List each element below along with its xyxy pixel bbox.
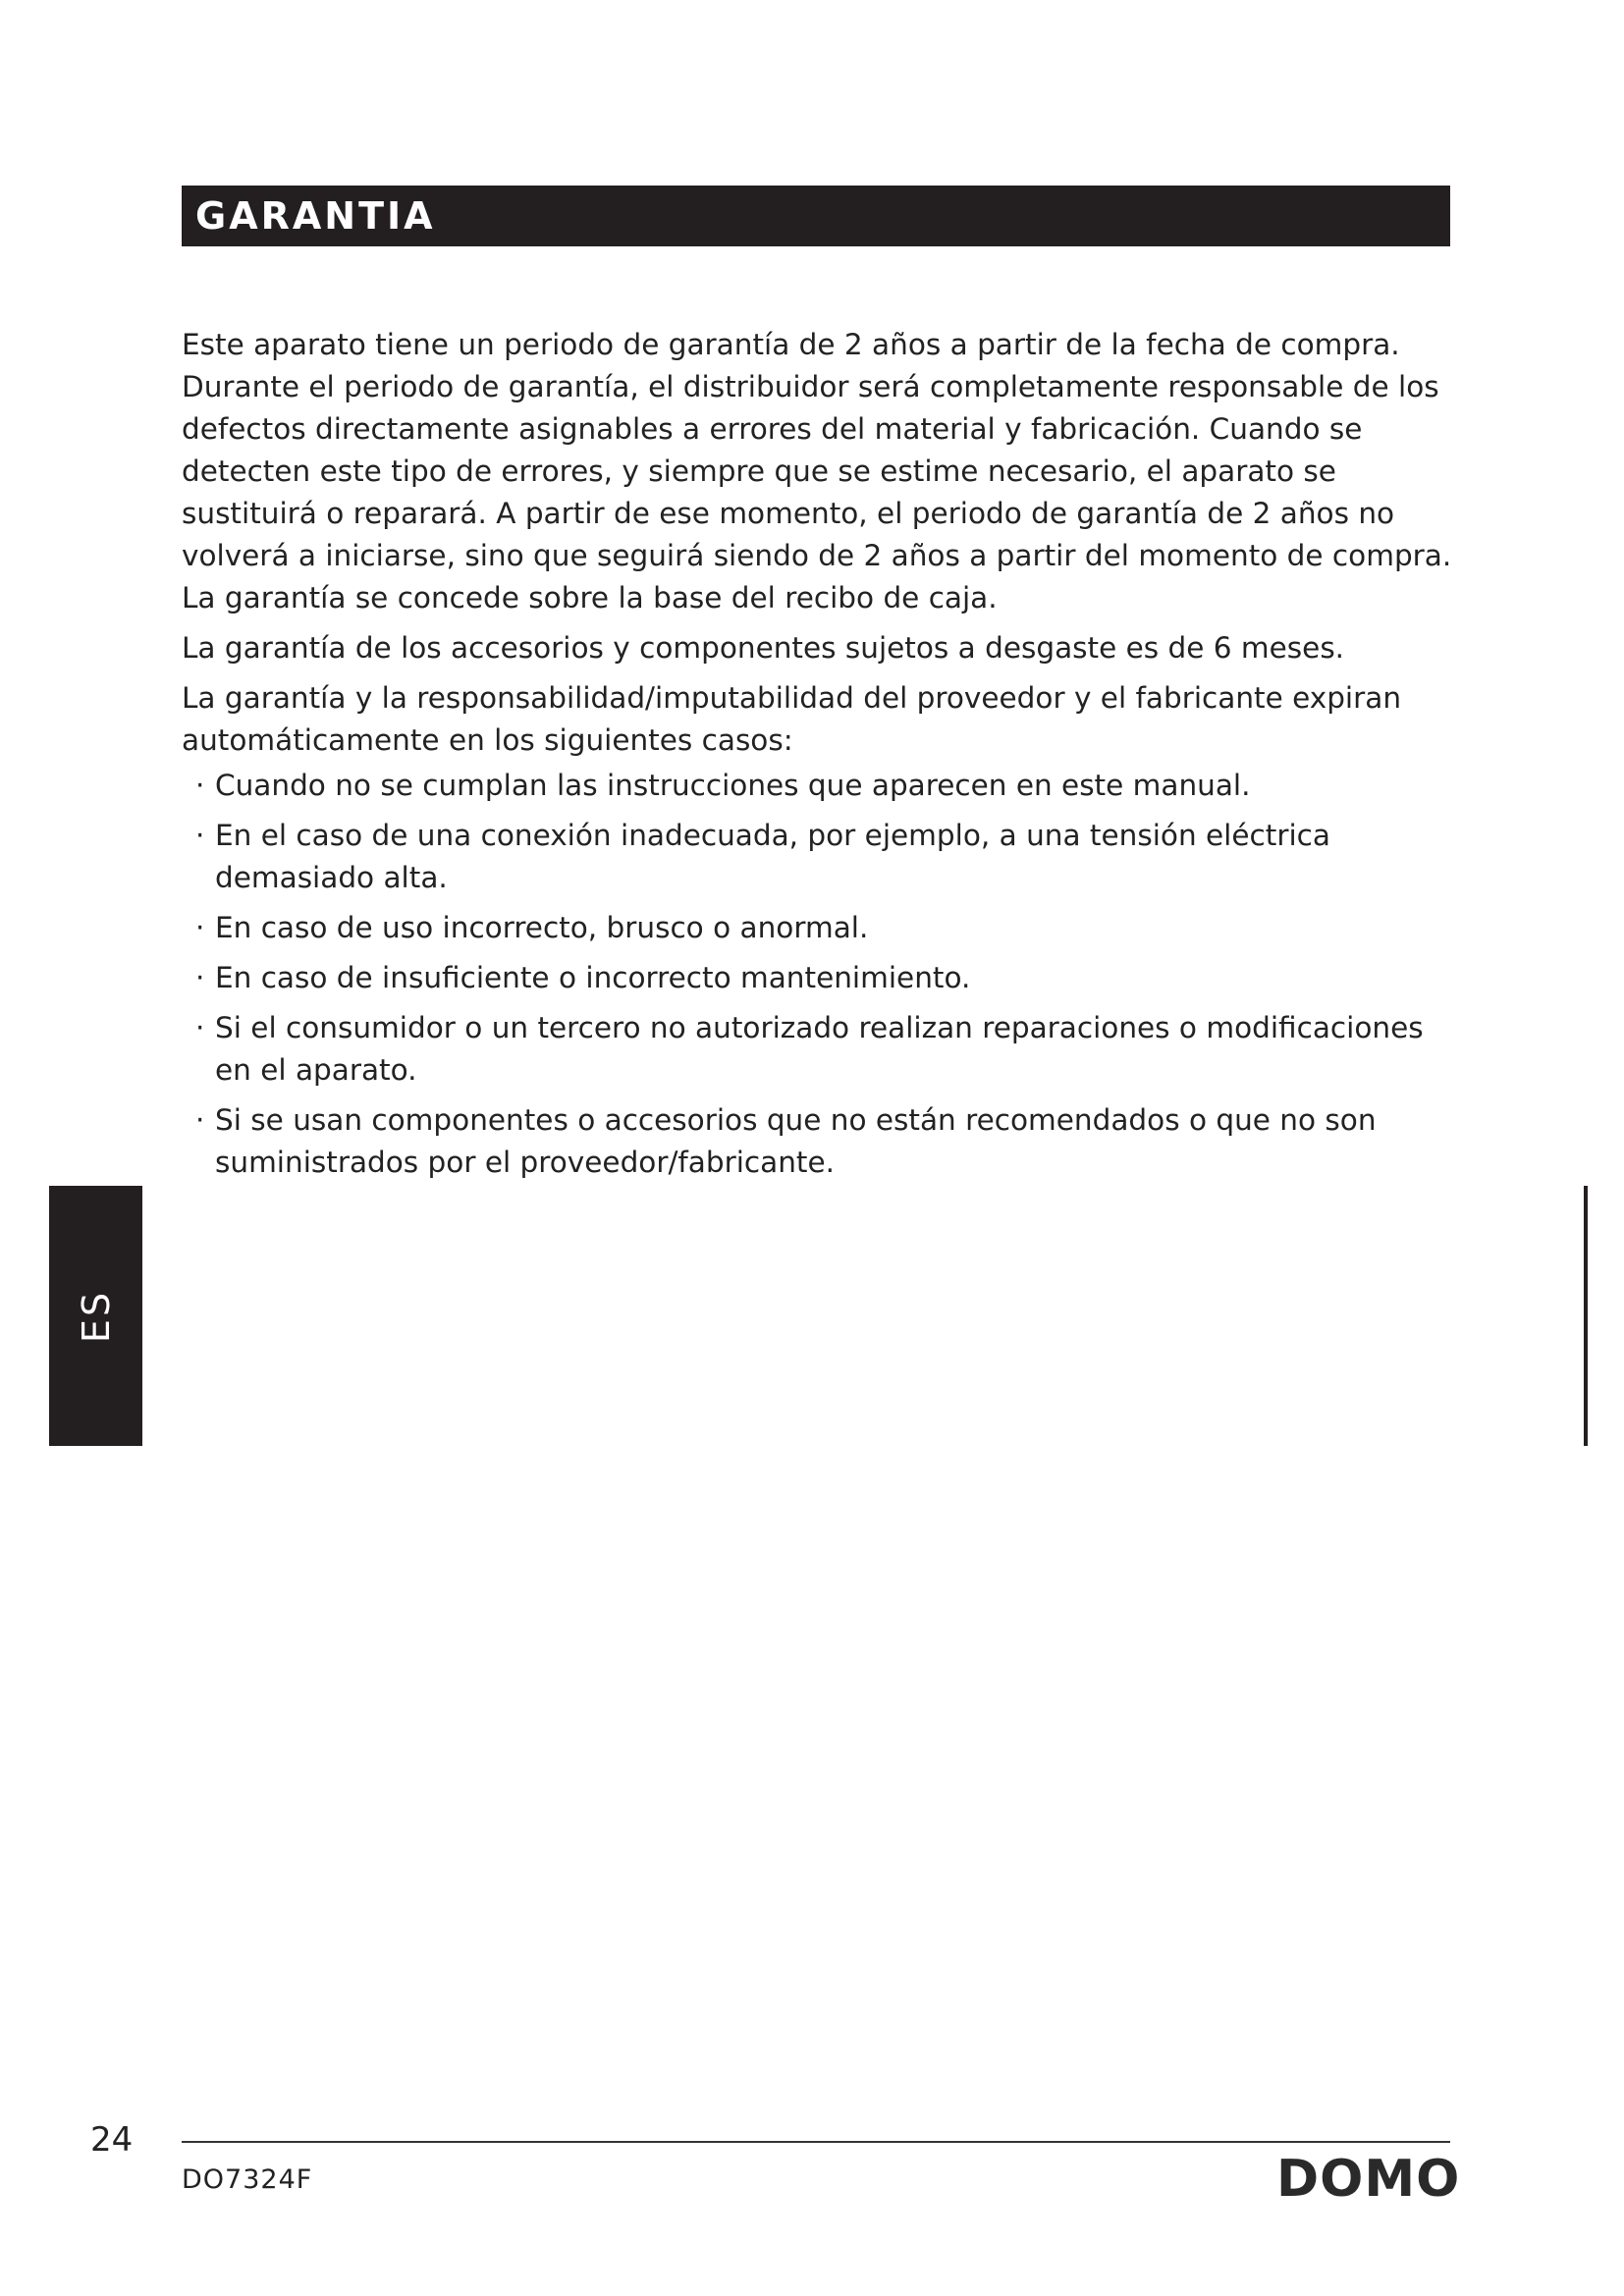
expiry-cases-list xyxy=(182,765,1458,1184)
bullet-dot: · xyxy=(195,769,205,802)
list-item-text: Si el consumidor o un tercero no autorizado realizan reparaciones o modificaciones en el aparato. xyxy=(215,1011,1424,1087)
bullet-dot: · xyxy=(195,1011,205,1044)
bullet-dot: · xyxy=(195,911,205,944)
list-item-text: En caso de uso incorrecto, brusco o anormal. xyxy=(215,911,869,944)
margin-rule xyxy=(1584,1186,1588,1446)
list-item xyxy=(182,765,1458,807)
list-item xyxy=(182,1099,1458,1184)
bullet-dot: · xyxy=(195,961,205,994)
language-label: ES xyxy=(74,1289,118,1343)
warranty-content xyxy=(182,324,1458,1192)
paragraph-warranty-period: Este aparato tiene un periodo de garantía de 2 años a partir de la fecha de compra. Durante el periodo de garantía, el distribuidor será completamente responsable de los defectos directamente asignables a errores del material y fabricación. Cuando se detecten este tipo de errores, y siempre que se estime necesario, el aparato se sustituirá o reparará. A partir de ese momento, el periodo de garantía de 2 años no volverá a iniciarse, sino que seguirá siendo de 2 años a partir del momento de compra. La garantía se concede sobre la base del recibo de caja. xyxy=(182,328,1452,614)
list-item-text: Cuando no se cumplan las instrucciones que aparecen en este manual. xyxy=(215,769,1251,802)
paragraph-accessories: La garantía de los accesorios y componentes sujetos a desgaste es de 6 meses. xyxy=(182,631,1345,665)
list-item-text: En caso de insuficiente o incorrecto mantenimiento. xyxy=(215,961,971,994)
footer-divider xyxy=(182,2141,1450,2143)
list-item xyxy=(182,815,1458,899)
list-item xyxy=(182,1007,1458,1092)
model-number: DO7324F xyxy=(182,2164,313,2195)
list-item xyxy=(182,957,1458,999)
section-header-bar xyxy=(182,186,1450,246)
paragraph-expiry: La garantía y la responsabilidad/imputabilidad del proveedor y el fabricante expiran automáticamente en los siguientes casos: xyxy=(182,681,1402,757)
list-item xyxy=(182,907,1458,949)
page-number: 24 xyxy=(90,2120,134,2160)
bullet-dot: · xyxy=(195,819,205,852)
bullet-dot: · xyxy=(195,1103,205,1137)
list-item-text: En el caso de una conexión inadecuada, por ejemplo, a una tensión eléctrica demasiado alta. xyxy=(215,819,1330,894)
brand-logo: DOMO xyxy=(1276,2150,1461,2209)
language-tab xyxy=(49,1186,142,1446)
section-title: GARANTIA xyxy=(195,194,436,238)
list-item-text: Si se usan componentes o accesorios que no están recomendados o que no son suministrados por el proveedor/fabricante. xyxy=(215,1103,1377,1179)
